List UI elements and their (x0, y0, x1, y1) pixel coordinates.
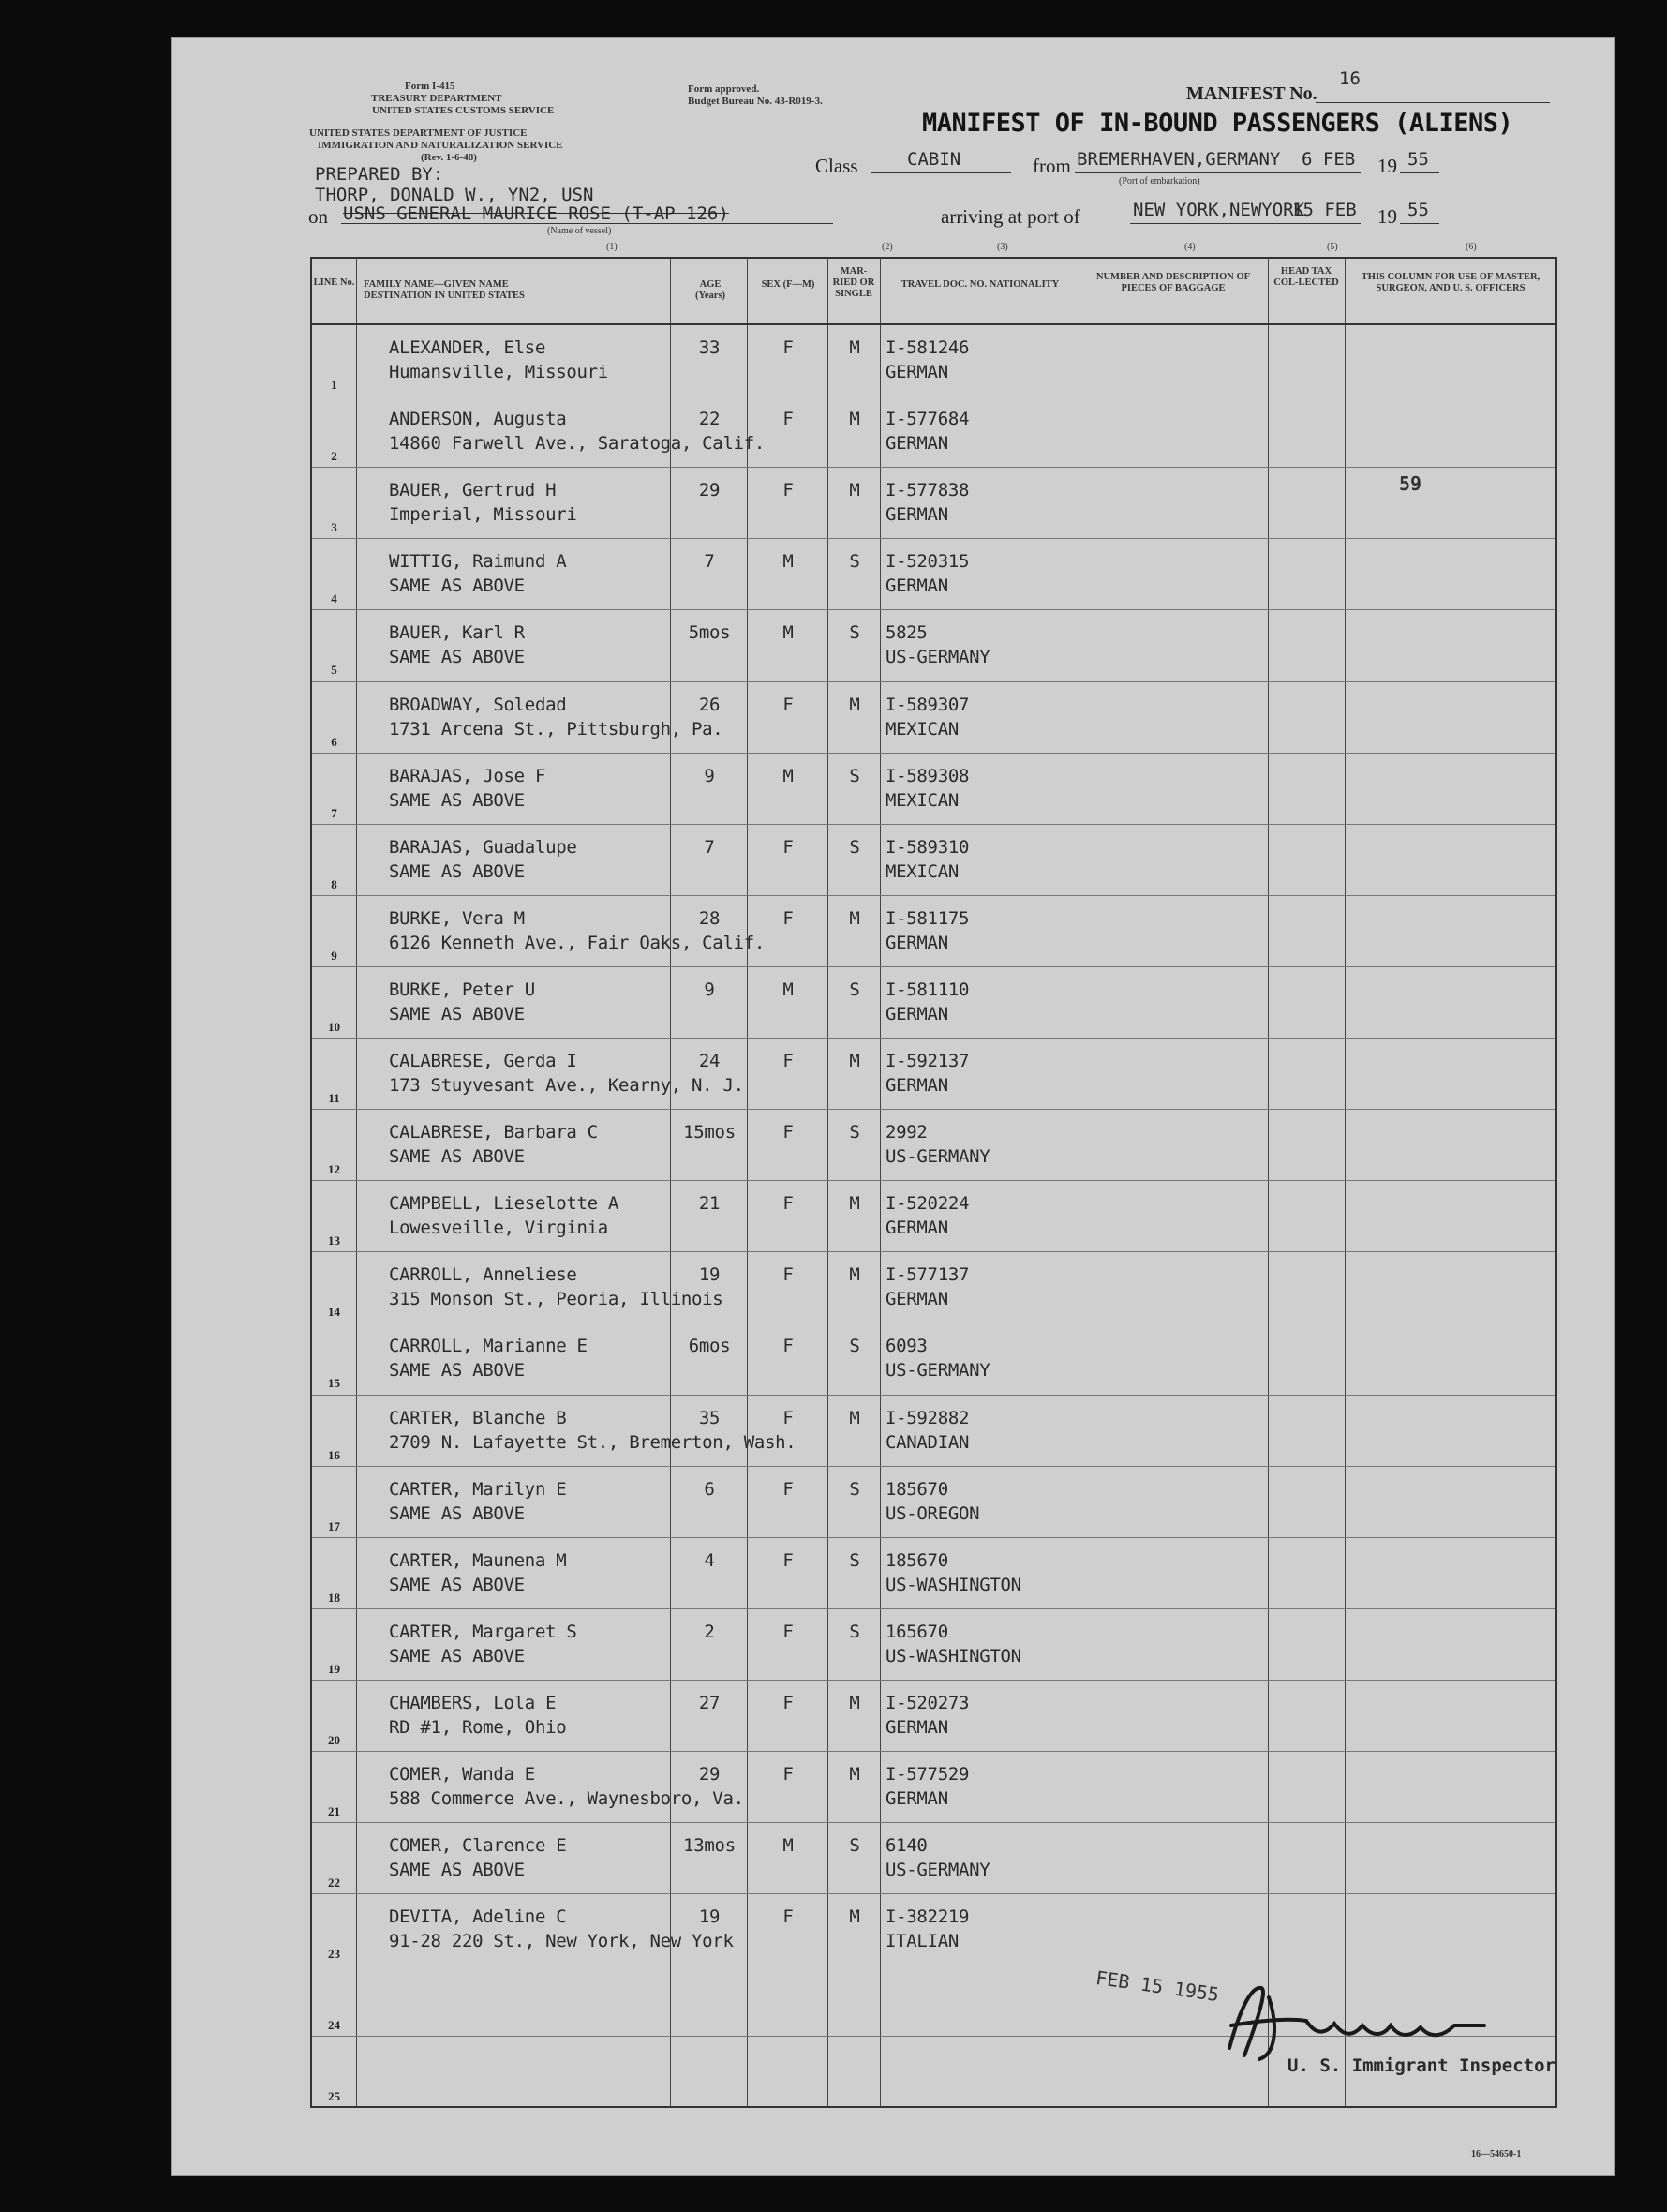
destination: Lowesveille, Virginia (389, 1218, 608, 1239)
destination: RD #1, Rome, Ohio (389, 1716, 567, 1738)
header-line-no: LINE No. (313, 277, 355, 288)
sex: F (782, 1336, 794, 1357)
age: 2 (704, 1621, 715, 1642)
table-row (312, 1537, 1555, 1608)
row-divider (312, 1893, 1555, 1894)
sex: F (782, 1264, 794, 1286)
table-row (312, 966, 1555, 1038)
row-divider (312, 1537, 1555, 1538)
year-line-1 (1400, 172, 1439, 173)
destination: SAME AS ABOVE (389, 1146, 525, 1168)
nationality: US-OREGON (886, 1502, 980, 1524)
column-number-5: (5) (1327, 242, 1338, 252)
age: 7 (704, 836, 715, 858)
travel-doc-number: I-589310 (886, 836, 970, 858)
age: 33 (698, 337, 721, 358)
sex: M (782, 979, 794, 1000)
age: 21 (698, 1193, 721, 1215)
nationality: GERMAN (886, 362, 948, 382)
sex: F (782, 1478, 794, 1500)
dept-treasury: TREASURY DEPARTMENT (371, 93, 502, 104)
year-prefix-1: 19 (1377, 155, 1397, 177)
sex: F (782, 409, 794, 430)
row-divider (312, 1466, 1555, 1467)
line-number: 25 (328, 2089, 340, 2104)
age: 24 (698, 1051, 721, 1071)
travel-doc-number: I-592137 (886, 1051, 970, 1071)
manifest-sheet (171, 37, 1615, 2176)
row-divider (312, 1109, 1555, 1110)
table-row (312, 1893, 1555, 1965)
budget-bureau: Budget Bureau No. 43-R019-3. (688, 96, 823, 107)
age: 22 (698, 409, 721, 430)
passenger-name: BURKE, Peter U (389, 979, 535, 1000)
passenger-table (310, 257, 1557, 2108)
row-divider (312, 538, 1555, 539)
name-of-vessel-note: (Name of vessel) (547, 226, 612, 236)
table-row (312, 1751, 1555, 1822)
dept-customs: UNITED STATES CUSTOMS SERVICE (372, 105, 555, 116)
table-row (312, 753, 1555, 824)
marital-status: M (849, 907, 860, 929)
table-row (312, 1038, 1555, 1109)
table-row (312, 824, 1555, 895)
travel-doc-number: I-592882 (886, 1407, 970, 1428)
passenger-name: ANDERSON, Augusta (389, 409, 567, 430)
destination: SAME AS ABOVE (389, 1360, 525, 1382)
sex: M (782, 551, 794, 573)
passenger-name: CARTER, Marilyn E (389, 1478, 567, 1500)
nationality: US-WASHINGTON (886, 1645, 1021, 1666)
table-row (312, 467, 1555, 538)
nationality: GERMAN (886, 433, 948, 455)
line-number: 12 (328, 1162, 340, 1177)
line-number: 24 (328, 2018, 340, 2033)
nationality: GERMAN (886, 1289, 948, 1310)
marital-status: S (849, 979, 860, 1000)
header-head-tax: HEAD TAX COL-LECTED (1273, 266, 1339, 288)
destination: Imperial, Missouri (389, 504, 577, 526)
line-number: 18 (328, 1590, 340, 1605)
travel-doc-number: I-577838 (886, 480, 970, 501)
row-divider (312, 609, 1555, 610)
officer-mark: 59 (1399, 472, 1422, 495)
destination: 1731 Arcena St., Pittsburgh, Pa. (389, 718, 723, 740)
age: 6 (704, 1478, 715, 1500)
departure-date: 6 FEB (1302, 149, 1356, 170)
column-number-3: (3) (997, 242, 1008, 252)
travel-doc-number: I-520315 (886, 551, 970, 573)
manifest-number-line (1316, 102, 1550, 103)
marital-status: M (849, 1407, 860, 1428)
passenger-name: CARTER, Blanche B (389, 1407, 567, 1428)
passenger-name: BAUER, Karl R (389, 622, 525, 644)
line-number: 23 (328, 1947, 340, 1962)
travel-doc-number: 6140 (886, 1835, 928, 1857)
year-line-2 (1400, 223, 1439, 224)
row-divider (312, 1608, 1555, 1609)
travel-doc-number: I-581110 (886, 979, 970, 1000)
prepared-by-value: THORP, DONALD W., YN2, USN (315, 185, 594, 205)
nationality: US-GERMANY (886, 1860, 990, 1881)
nationality: US-GERMANY (886, 1146, 990, 1168)
date-stamp: FEB 15 1955 (1094, 1965, 1221, 2007)
arrival-year: 55 (1407, 200, 1429, 220)
passenger-name: CAMPBELL, Lieselotte A (389, 1193, 619, 1215)
marital-status: M (849, 1692, 860, 1713)
table-row (312, 1323, 1555, 1394)
embarkation-port: BREMERHAVEN,GERMANY (1077, 149, 1281, 170)
destination: 6126 Kenneth Ave., Fair Oaks, Calif. (389, 932, 766, 953)
arrival-line (1130, 223, 1361, 224)
destination: 91-28 220 St., New York, New York (389, 1931, 734, 1952)
passenger-name: BURKE, Vera M (389, 907, 525, 929)
travel-doc-number: I-520224 (886, 1193, 970, 1215)
nationality: ITALIAN (886, 1931, 959, 1952)
arriving-label: arriving at port of (941, 205, 1080, 228)
nationality: GERMAN (886, 504, 948, 526)
nationality: GERMAN (886, 1003, 948, 1024)
dept-ins: IMMIGRATION AND NATURALIZATION SERVICE (318, 140, 563, 151)
age: 15mos (683, 1122, 736, 1143)
header-name: FAMILY NAME—GIVEN NAME DESTINATION IN UNITED STATES (364, 279, 525, 301)
nationality: MEXICAN (886, 860, 959, 882)
passenger-name: CALABRESE, Barbara C (389, 1122, 598, 1143)
nationality: GERMAN (886, 575, 948, 597)
marital-status: M (849, 1193, 860, 1215)
age: 26 (698, 694, 721, 715)
sex: M (782, 765, 794, 786)
travel-doc-number: I-581246 (886, 337, 970, 358)
nationality: GERMAN (886, 1218, 948, 1239)
travel-doc-number: 5825 (886, 622, 928, 644)
row-divider (312, 1395, 1555, 1396)
age: 13mos (683, 1835, 736, 1857)
table-row (312, 396, 1555, 467)
arrival-port: NEW YORK,NEWYORK (1133, 200, 1305, 220)
table-row (312, 1680, 1555, 1751)
sex: F (782, 337, 794, 358)
arrival-date: 15 FEB (1292, 200, 1357, 220)
row-divider (312, 1680, 1555, 1681)
footer-code: 16—54650-1 (1471, 2149, 1522, 2160)
travel-doc-number: 185670 (886, 1478, 948, 1500)
header-travel-doc: TRAVEL DOC. NO. NATIONALITY (900, 279, 1060, 290)
nationality: GERMAN (886, 1075, 948, 1096)
marital-status: M (849, 694, 860, 715)
nationality: GERMAN (886, 932, 948, 953)
travel-doc-number: I-520273 (886, 1692, 970, 1713)
class-line (871, 172, 1011, 173)
sex: F (782, 1621, 794, 1642)
passenger-name: BROADWAY, Soledad (389, 694, 567, 715)
table-row (312, 1180, 1555, 1251)
table-row (312, 609, 1555, 680)
age: 19 (698, 1906, 721, 1928)
destination: SAME AS ABOVE (389, 1574, 525, 1595)
column-number-1: (1) (606, 242, 618, 252)
table-row (312, 324, 1555, 396)
destination: SAME AS ABOVE (389, 1003, 525, 1024)
age: 9 (704, 765, 715, 786)
travel-doc-number: 185670 (886, 1549, 948, 1571)
travel-doc-number: 165670 (886, 1621, 948, 1642)
marital-status: S (849, 1478, 860, 1500)
line-number: 11 (328, 1091, 340, 1106)
travel-doc-number: I-589308 (886, 765, 970, 786)
travel-doc-number: I-577684 (886, 409, 970, 430)
travel-doc-number: I-577529 (886, 1764, 970, 1785)
marital-status: M (849, 409, 860, 430)
header-married: MAR-RIED OR SINGLE (832, 266, 875, 299)
table-row (312, 1109, 1555, 1180)
form-revision: (Rev. 1-6-48) (421, 152, 477, 163)
sex: F (782, 1193, 794, 1215)
nationality: US-WASHINGTON (886, 1574, 1021, 1595)
row-divider (312, 753, 1555, 754)
table-row (312, 1822, 1555, 1893)
manifest-number-label: MANIFEST No. (1186, 83, 1317, 104)
age: 5mos (688, 622, 731, 644)
sex: F (782, 1122, 794, 1143)
form-number: Form I-415 (405, 81, 455, 92)
age: 28 (698, 907, 721, 929)
destination: 173 Stuyvesant Ave., Kearny, N. J. (389, 1075, 744, 1096)
age: 9 (704, 979, 715, 1000)
line-number: 7 (331, 805, 337, 820)
year-prefix-2: 19 (1377, 205, 1397, 228)
form-approved: Form approved. (688, 83, 760, 95)
line-number: 2 (331, 449, 337, 464)
marital-status: S (849, 1621, 860, 1642)
nationality: US-GERMANY (886, 647, 990, 668)
sex: F (782, 907, 794, 929)
marital-status: M (849, 337, 860, 358)
line-number: 19 (328, 1661, 340, 1676)
line-number: 14 (328, 1305, 340, 1320)
sex: F (782, 1692, 794, 1713)
row-divider (312, 895, 1555, 896)
passenger-name: COMER, Wanda E (389, 1764, 535, 1785)
row-divider (312, 1251, 1555, 1252)
row-divider (312, 1751, 1555, 1752)
destination: SAME AS ABOVE (389, 1645, 525, 1666)
marital-status: M (849, 1051, 860, 1071)
travel-doc-number: 6093 (886, 1336, 928, 1357)
sex: F (782, 1906, 794, 1928)
destination: SAME AS ABOVE (389, 1502, 525, 1524)
destination: SAME AS ABOVE (389, 647, 525, 668)
row-divider (312, 966, 1555, 967)
line-number: 17 (328, 1518, 340, 1533)
passenger-name: BAUER, Gertrud H (389, 480, 557, 501)
sex: M (782, 1835, 794, 1857)
passenger-name: CARTER, Maunena M (389, 1549, 567, 1571)
line-number: 8 (331, 876, 337, 891)
line-number: 1 (331, 378, 337, 393)
from-label: from (1033, 155, 1071, 177)
nationality: GERMAN (886, 1788, 948, 1809)
row-divider (312, 681, 1555, 682)
travel-doc-number: I-581175 (886, 907, 970, 929)
travel-doc-number: 2992 (886, 1122, 928, 1143)
sex: F (782, 1051, 794, 1071)
marital-status: S (849, 1835, 860, 1857)
table-row (312, 1466, 1555, 1537)
passenger-name: CARROLL, Marianne E (389, 1336, 588, 1357)
header-sex: SEX (F—M) (761, 279, 815, 290)
age: 6mos (688, 1336, 731, 1357)
row-divider (312, 1822, 1555, 1823)
nationality: US-GERMANY (886, 1360, 990, 1382)
marital-status: S (849, 551, 860, 573)
dept-justice: UNITED STATES DEPARTMENT OF JUSTICE (309, 127, 528, 139)
header-officers: THIS COLUMN FOR USE OF MASTER, SURGEON, AND U. S. OFFICERS (1361, 272, 1540, 293)
line-number: 20 (328, 1732, 340, 1747)
age: 35 (698, 1407, 721, 1428)
from-line (1075, 172, 1361, 173)
age: 29 (698, 1764, 721, 1785)
age: 27 (698, 1692, 721, 1713)
column-number-2: (2) (882, 242, 893, 252)
destination: 315 Monson St., Peoria, Illinois (389, 1289, 723, 1310)
destination: 14860 Farwell Ave., Saratoga, Calif. (389, 433, 766, 455)
class-value: CABIN (907, 149, 961, 170)
row-divider (312, 824, 1555, 825)
line-number: 9 (331, 948, 337, 963)
sex: F (782, 480, 794, 501)
line-number: 21 (328, 1804, 340, 1819)
table-row (312, 1251, 1555, 1323)
sex: F (782, 1764, 794, 1785)
destination: SAME AS ABOVE (389, 860, 525, 882)
on-label: on (308, 205, 328, 228)
destination: 2709 N. Lafayette St., Bremerton, Wash. (389, 1431, 796, 1453)
table-row (312, 1608, 1555, 1680)
nationality: CANADIAN (886, 1431, 970, 1453)
prepared-by-label: PREPARED BY: (315, 164, 444, 185)
line-number: 15 (328, 1376, 340, 1391)
manifest-title: MANIFEST OF IN-BOUND PASSENGERS (ALIENS) (922, 109, 1513, 138)
port-of-embarkation-note: (Port of embarkation) (1119, 176, 1200, 187)
marital-status: S (849, 836, 860, 858)
departure-year: 55 (1407, 149, 1429, 170)
marital-status: S (849, 622, 860, 644)
marital-status: S (849, 1549, 860, 1571)
table-row (312, 895, 1555, 966)
age: 29 (698, 480, 721, 501)
travel-doc-number: I-577137 (886, 1264, 970, 1286)
column-number-4: (4) (1184, 242, 1196, 252)
marital-status: S (849, 765, 860, 786)
marital-status: M (849, 1906, 860, 1928)
marital-status: S (849, 1122, 860, 1143)
destination: SAME AS ABOVE (389, 1860, 525, 1881)
passenger-name: BARAJAS, Guadalupe (389, 836, 577, 858)
marital-status: M (849, 480, 860, 501)
class-label: Class (815, 155, 858, 177)
passenger-name: DEVITA, Adeline C (389, 1906, 567, 1928)
travel-doc-number: I-382219 (886, 1906, 970, 1928)
line-number: 22 (328, 1876, 340, 1891)
passenger-name: CARROLL, Anneliese (389, 1264, 577, 1286)
passenger-name: COMER, Clarence E (389, 1835, 567, 1857)
destination: SAME AS ABOVE (389, 575, 525, 597)
header-baggage: NUMBER AND DESCRIPTION OF PIECES OF BAGGAGE (1095, 272, 1251, 293)
nationality: MEXICAN (886, 718, 959, 740)
destination: 588 Commerce Ave., Waynesboro, Va. (389, 1788, 744, 1809)
line-number: 13 (328, 1233, 340, 1248)
row-divider (312, 1180, 1555, 1181)
passenger-name: ALEXANDER, Else (389, 337, 546, 358)
line-number: 6 (331, 734, 337, 749)
row-divider (312, 467, 1555, 468)
inspector-label: U. S. Immigrant Inspector (1287, 2055, 1555, 2076)
table-row (312, 1395, 1555, 1466)
table-row (312, 538, 1555, 609)
sex: F (782, 1407, 794, 1428)
line-number: 16 (328, 1447, 340, 1462)
age: 4 (704, 1549, 715, 1571)
manifest-number: 16 (1339, 68, 1361, 89)
sex: M (782, 622, 794, 644)
age: 19 (698, 1264, 721, 1286)
age: 7 (704, 551, 715, 573)
passenger-name: WITTIG, Raimund A (389, 551, 567, 573)
sex: F (782, 1549, 794, 1571)
row-divider (312, 1038, 1555, 1039)
marital-status: S (849, 1336, 860, 1357)
sex: F (782, 694, 794, 715)
nationality: GERMAN (886, 1716, 948, 1738)
travel-doc-number: I-589307 (886, 694, 970, 715)
header-age: AGE (Years) (694, 279, 726, 301)
passenger-name: CALABRESE, Gerda I (389, 1051, 577, 1071)
line-number: 10 (328, 1019, 340, 1034)
destination: Humansville, Missouri (389, 362, 608, 382)
passenger-name: BARAJAS, Jose F (389, 765, 546, 786)
line-number: 4 (331, 591, 337, 606)
passenger-name: CHAMBERS, Lola E (389, 1692, 557, 1713)
destination: SAME AS ABOVE (389, 789, 525, 811)
marital-status: M (849, 1764, 860, 1785)
column-number-6: (6) (1466, 242, 1477, 252)
nationality: MEXICAN (886, 789, 959, 811)
line-number: 5 (331, 663, 337, 678)
passenger-name: CARTER, Margaret S (389, 1621, 577, 1642)
sex: F (782, 836, 794, 858)
line-number: 3 (331, 520, 337, 535)
vessel-name: USNS GENERAL MAURICE ROSE (T-AP 126) (343, 203, 729, 224)
table-row (312, 681, 1555, 753)
marital-status: M (849, 1264, 860, 1286)
